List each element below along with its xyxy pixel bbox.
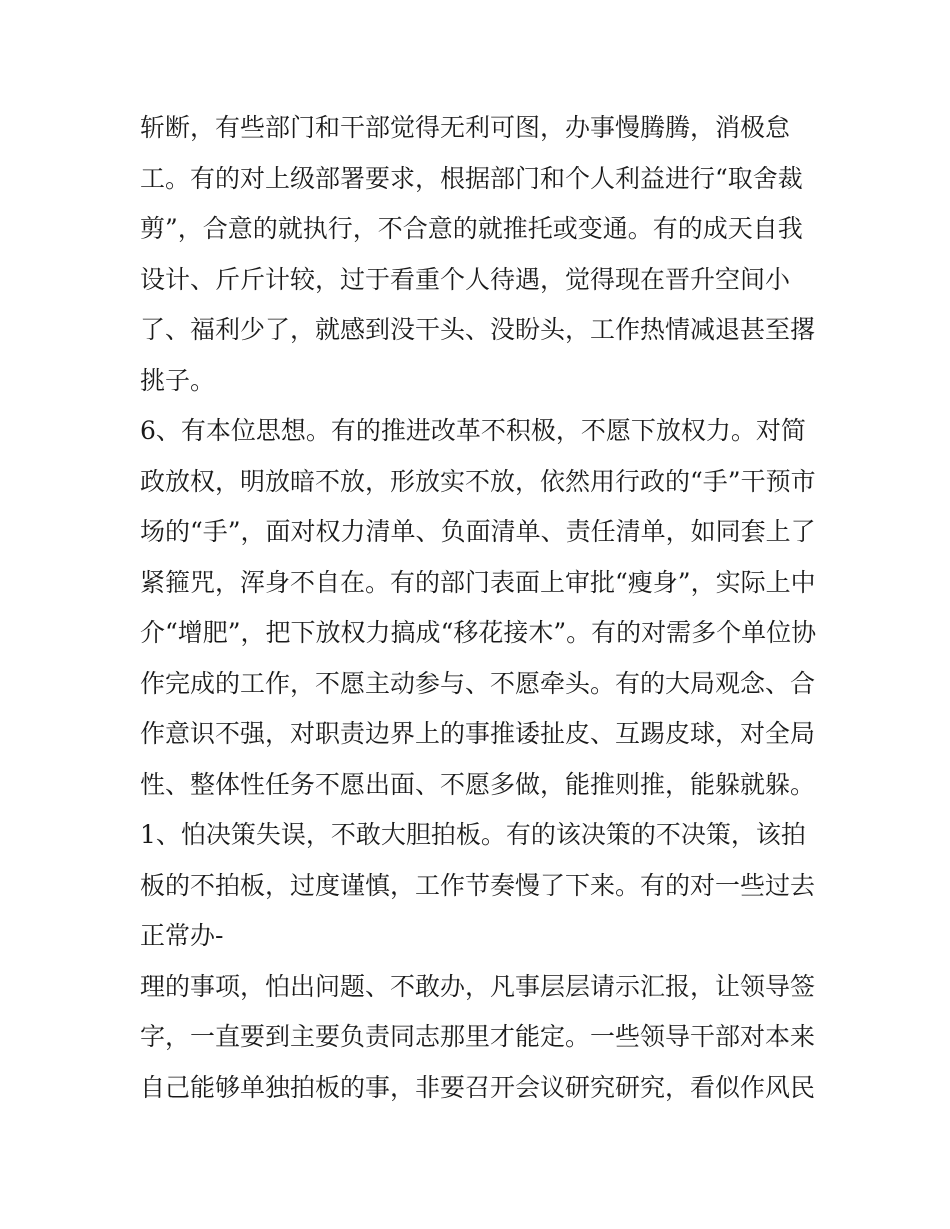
text-line: 政放权，明放暗不放，形放实不放，依然用行政的“手”干预市 <box>140 466 816 496</box>
text-line: 挑子。 <box>140 365 216 395</box>
text-line: 斩断，有些部门和干部觉得无利可图，办事慢腾腾，消极怠 <box>140 113 791 142</box>
text-line: 紧箍咒，浑身不自在。有的部门表面上审批“瘦身”，实际上中 <box>140 567 816 597</box>
text-line: 场的“手”，面对权力清单、负面清单、责任清单，如同套上了 <box>140 517 816 546</box>
text-line: 1、怕决策失误，不敢大胆拍板。有的该决策的不决策，该拍 <box>140 820 806 849</box>
text-line: 作完成的工作，不愿主动参与、不愿牵头。有的大局观念、合 <box>140 668 816 698</box>
body-text <box>140 103 820 1113</box>
text-line: 工。有的对上级部署要求，根据部门和个人利益进行“取舍裁 <box>140 163 803 193</box>
text-line: 自己能够单独拍板的事，非要召开会议研究研究，看似作风民 <box>140 1072 816 1102</box>
text-line: 板的不拍板，过度谨慎，工作节奏慢了下来。有的对一些过去 <box>140 870 816 900</box>
text-line: 了、福利少了，就感到没干头、没盼头，工作热情减退甚至撂 <box>140 315 816 344</box>
text-line: 正常办- <box>140 921 224 950</box>
text-line: 作意识不强，对职责边界上的事推诿扯皮、互踢皮球，对全局 <box>140 719 816 748</box>
text-line: 字，一直要到主要负责同志那里才能定。一些领导干部对本来 <box>140 1022 816 1051</box>
text-line: 性、整体性任务不愿出面、不愿多做，能推则推，能躲就躲。 <box>140 769 816 799</box>
text-line: 剪”，合意的就执行，不合意的就推托或变通。有的成天自我 <box>140 214 803 243</box>
text-line: 介“增肥”，把下放权力搞成“移花接木”。有的对需多个单位协 <box>140 618 817 647</box>
text-line: 设计、斤斤计较，过于看重个人待遇，觉得现在晋升空间小 <box>140 264 791 294</box>
text-line: 6、有本位思想。有的推进改革不积极，不愿下放权力。对简 <box>140 416 806 445</box>
text-line: 理的事项，怕出问题、不敢办，凡事层层请示汇报，让领导签 <box>140 971 816 1001</box>
